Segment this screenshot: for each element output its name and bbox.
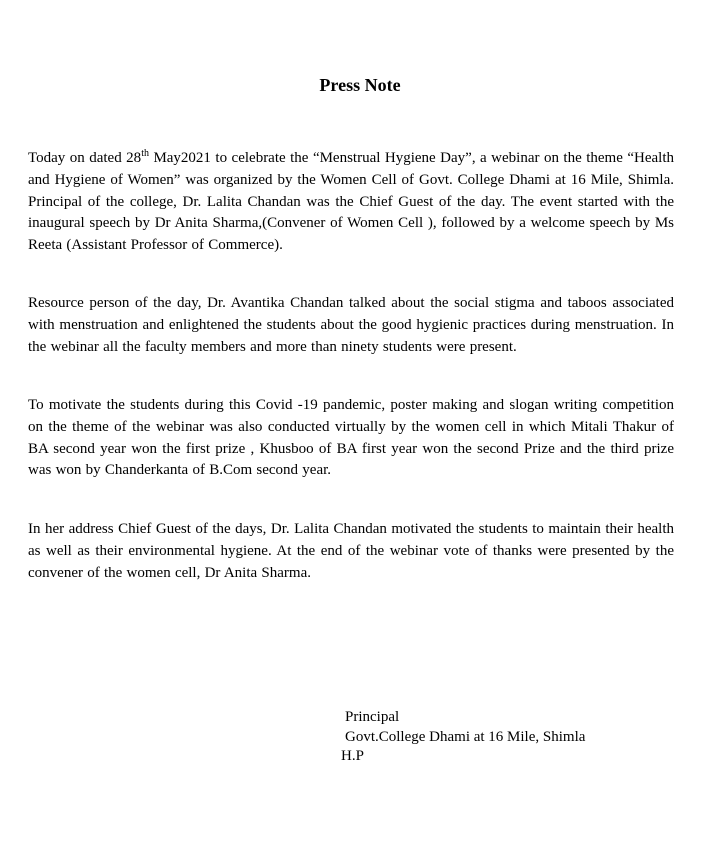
signature-institution: Govt.College Dhami at 16 Mile, Shimla xyxy=(345,729,586,745)
paragraph-chief-guest-address: In her address Chief Guest of the days, Dr. Lalita Chandan motivated the students to maintain their health as well as their environmental hygiene. At the end of the webinar vote of thanks were presented by the convener of the women cell, Dr Anita Sharma. xyxy=(28,521,674,581)
signature-title: Principal xyxy=(345,709,400,725)
signature-state: H.P xyxy=(341,748,364,764)
intro-text-start: Today on dated 28 xyxy=(28,150,142,166)
date-ordinal-superscript: th xyxy=(141,148,149,159)
page-title: Press Note xyxy=(319,75,401,95)
paragraph-competition: To motivate the students during this Covid -19 pandemic, poster making and slogan writing competition on the theme of the webinar was also conducted virtually by the women cell in which Mitali Thakur of BA second year won the first prize , Khusboo of BA first year won the second Prize and the third prize was won by Chanderkanta of B.Com second year. xyxy=(28,397,674,479)
paragraph-resource-person: Resource person of the day, Dr. Avantika Chandan talked about the social stigma and taboos associated with menstruation and enlightened the students about the good hygienic practices during menstruation. In the webinar all the faculty members and more than ninety students were present. xyxy=(28,295,674,355)
intro-text-rest: May2021 to celebrate the “Menstrual Hygiene Day”, a webinar on the theme “Health and Hygiene of Women” was organized by the Women Cell of Govt. College Dhami at 16 Mile, Shimla. Principal of the college, Dr. Lalita Chandan was the Chief Guest of the day. The event started with the inaugural speech by Dr Anita Sharma,(Convener of Women Cell ), followed by a welcome speech by Ms Reeta (Assistant Professor of Commerce). xyxy=(28,150,674,254)
paragraph-event-intro xyxy=(28,148,674,257)
